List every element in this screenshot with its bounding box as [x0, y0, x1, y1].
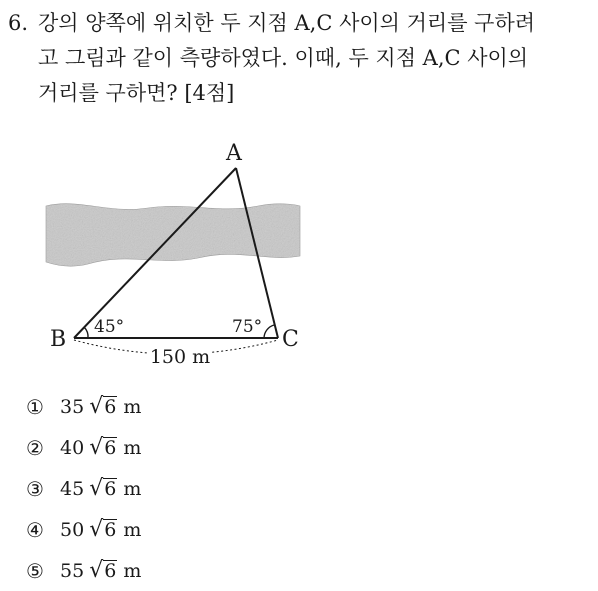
radical-sign: √ — [89, 435, 104, 460]
angle-c-arc — [264, 325, 274, 338]
question-text-line: 강의 양쪽에 위치한 두 지점 A,C 사이의 거리를 구하려 — [38, 11, 536, 35]
choice-2[interactable] — [26, 427, 141, 468]
choice-marker: ① — [26, 394, 44, 419]
radical-sign: √ — [89, 476, 104, 501]
choice-unit: m — [123, 477, 142, 500]
radical-sign: √ — [89, 394, 104, 419]
choice-marker: ③ — [26, 476, 44, 501]
choice-coefficient: 35 — [60, 395, 85, 418]
question — [8, 6, 592, 111]
answer-choices — [26, 386, 141, 591]
choice-3[interactable] — [26, 468, 141, 509]
question-line-1 — [8, 6, 592, 41]
radicand: 6 — [104, 396, 117, 418]
distance-label: 150 m — [149, 346, 211, 368]
choice-coefficient: 45 — [60, 477, 85, 500]
choice-marker: ⑤ — [26, 558, 44, 583]
choice-unit: m — [123, 559, 142, 582]
choice-unit: m — [123, 436, 142, 459]
choice-1[interactable] — [26, 386, 141, 427]
radicand: 6 — [104, 437, 117, 459]
radical-sign: √ — [89, 558, 104, 583]
question-line-3 — [8, 76, 592, 111]
label-c: C — [282, 327, 299, 352]
choice-marker: ② — [26, 435, 44, 460]
radical-sign: √ — [89, 517, 104, 542]
triangle-figure — [38, 134, 338, 378]
label-b: B — [50, 327, 67, 352]
question-text-line: 거리를 구하면? [4점] — [38, 81, 235, 105]
question-text-line: 고 그림과 같이 측량하였다. 이때, 두 지점 A,C 사이의 — [38, 46, 529, 70]
choice-4[interactable] — [26, 509, 141, 550]
angle-c-label: 75° — [232, 317, 263, 337]
radicand: 6 — [104, 560, 117, 582]
angle-b-arc — [84, 327, 88, 338]
choice-5[interactable] — [26, 550, 141, 591]
choice-coefficient: 40 — [60, 436, 85, 459]
choice-marker: ④ — [26, 517, 44, 542]
radicand: 6 — [104, 519, 117, 541]
choice-unit: m — [123, 518, 142, 541]
label-a: A — [226, 141, 242, 166]
question-line-2 — [8, 41, 592, 76]
angle-b-label: 45° — [94, 317, 125, 337]
radicand: 6 — [104, 478, 117, 500]
question-number: 6. — [8, 11, 29, 35]
choice-unit: m — [123, 395, 142, 418]
choice-coefficient: 50 — [60, 518, 85, 541]
choice-coefficient: 55 — [60, 559, 85, 582]
figure-svg — [38, 134, 338, 374]
